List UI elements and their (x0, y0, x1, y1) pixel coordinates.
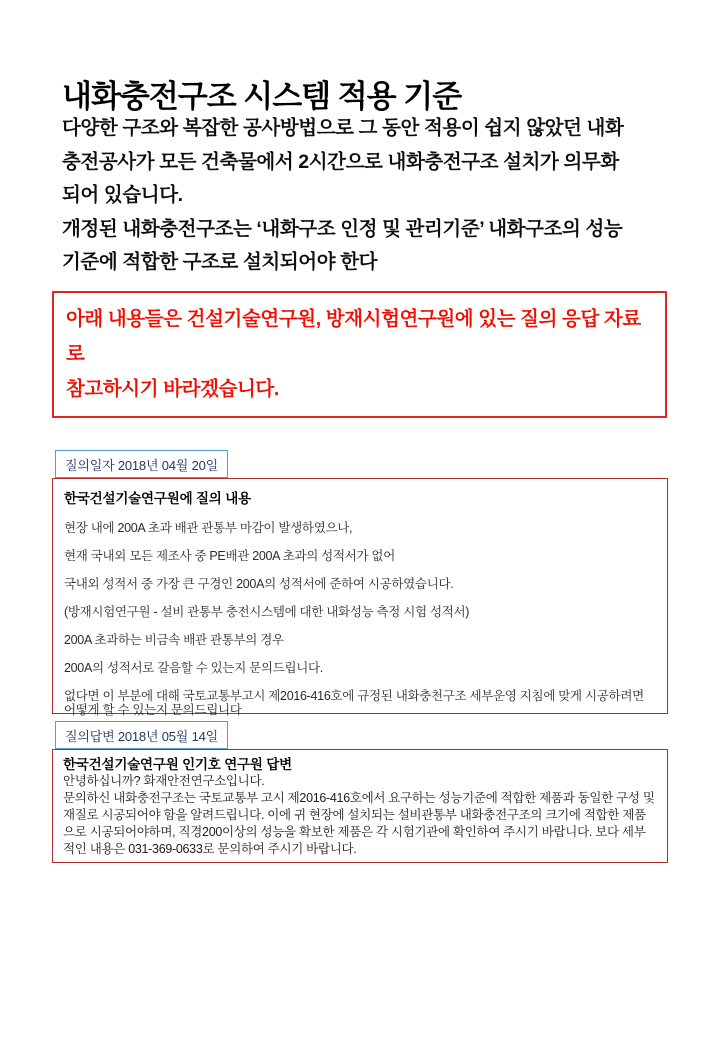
intro-line: 충전공사가 모든 건축물에서 2시간으로 내화충전구조 설치가 의무화 (62, 150, 619, 173)
inquiry-paragraph: 없다면 이 부분에 대해 국토교통부고시 제2016-416호에 규정된 내화충천구조 세부운영 지침에 맞게 시공하려면 어떻게 할 수 있는지 문의드립니다 (64, 688, 644, 717)
inquiry-paragraph: 국내외 성적서 중 가장 큰 구경인 200A의 성적서에 준하여 시공하였습니다. (64, 576, 454, 591)
reply-date-chip: 질의답변 2018년 05월 14일 (55, 721, 228, 749)
reply-body: 문의하신 내화충전구조는 국토교통부 고시 제2016-416호에서 요구하는 성능기준에 적합한 제품과 동일한 구성 및 재질로 시공되어야 함을 알려드립니다. 이에 귀 현장에 설치되는 설비관통부 내화충전구조의 크기에 적합한 제품으로 시공되어야하며, 직경200이상의 성능을 확보한 제품은 각 시험기관에 확인하여 주시기 바랍니다. 보다 세부적인 내용은 031-369-0633로 문의하여 주시기 바랍니다. (63, 791, 655, 856)
inquiry-date-chip: 질의일자 2018년 04월 20일 (55, 450, 228, 478)
intro-line: 기준에 적합한 구조로 설치되어야 한다 (62, 251, 378, 273)
notice-line: 아래 내용들은 건설기술연구원, 방재시험연구원에 있는 질의 응답 자료로 (66, 308, 641, 365)
intro-line: 되어 있습니다. (62, 184, 183, 206)
reply-heading: 한국건설기술연구원 인기호 연구원 답변 (63, 757, 292, 772)
red-notice-box (52, 291, 667, 418)
intro-paragraph (62, 112, 668, 280)
intro-line: 개정된 내화충전구조는 ‘내화구조 인정 및 관리기준’ 내화구조의 성능 (62, 217, 623, 240)
inquiry-paragraph: 200A의 성적서로 갈음할 수 있는지 문의드립니다. (64, 660, 323, 675)
notice-line: 참고하시기 바라겠습니다. (66, 378, 279, 400)
page-title: 내화충전구조 시스템 적용 기준 (62, 78, 462, 114)
inquiry-paragraph: 현장 내에 200A 초과 배관 관통부 마감이 발생하였으나, (64, 520, 353, 535)
reply-greeting: 안녕하십니까? 화재안전연구소입니다. (63, 774, 265, 788)
inquiry-content-box (52, 478, 668, 717)
inquiry-paragraph: (방재시험연구원 - 설비 관통부 충전시스템에 대한 내화성능 측정 시험 성적서) (64, 604, 470, 619)
inquiry-paragraph: 200A 초과하는 비금속 배관 관통부의 경우 (64, 632, 284, 647)
inquiry-paragraph: 현재 국내외 모든 제조사 중 PE배관 200A 초과의 성적서가 없어 (64, 548, 395, 563)
inquiry-heading: 한국건설기술연구원에 질의 내용 (64, 491, 251, 506)
reply-content-box (52, 749, 668, 863)
intro-line: 다양한 구조와 복잡한 공사방법으로 그 동안 적용이 쉽지 않았던 내화 (62, 117, 624, 139)
